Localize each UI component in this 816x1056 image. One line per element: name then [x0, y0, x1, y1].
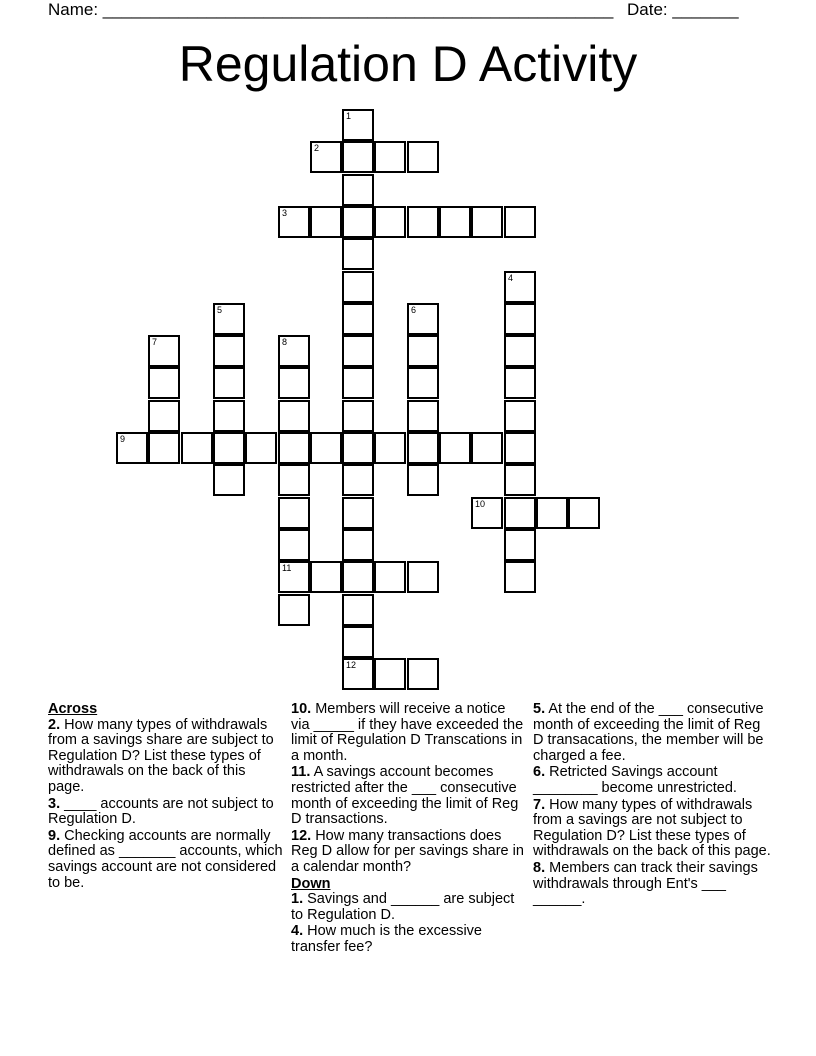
cell-number: 8 [282, 337, 288, 347]
grid-cell[interactable] [407, 432, 439, 464]
clue-down-4 [291, 924, 527, 955]
grid-cell[interactable] [213, 464, 245, 496]
clue-across-9 [48, 829, 283, 891]
clue-text: How much is the excessive transfer fee? [291, 923, 482, 955]
clue-text: Checking accounts are normally defined as _______ accounts, which savings account are not considered to be. [48, 827, 283, 891]
grid-cell[interactable] [342, 238, 374, 270]
grid-cell[interactable] [310, 561, 342, 593]
grid-cell[interactable] [407, 141, 439, 173]
grid-cell[interactable] [439, 432, 471, 464]
clue-number: 11. [291, 764, 311, 781]
grid-cell[interactable] [407, 206, 439, 238]
grid-cell[interactable] [278, 335, 310, 367]
grid-cell[interactable] [310, 432, 342, 464]
grid-cell[interactable] [407, 658, 439, 690]
cell-number: 7 [152, 337, 158, 347]
grid-cell[interactable] [342, 497, 374, 529]
grid-cell[interactable] [213, 335, 245, 367]
grid-cell[interactable] [407, 367, 439, 399]
grid-cell[interactable] [342, 400, 374, 432]
grid-cell[interactable] [278, 497, 310, 529]
down-heading: Down [291, 875, 331, 892]
cell-number: 12 [346, 660, 357, 670]
clue-down-5 [533, 702, 773, 764]
grid-cell[interactable] [374, 561, 406, 593]
clue-number: 9. [48, 827, 61, 844]
date-field-label: Date: _______ [627, 0, 739, 19]
grid-cell[interactable] [342, 529, 374, 561]
cell-number: 5 [217, 305, 223, 315]
grid-cell[interactable] [213, 432, 245, 464]
grid-cell[interactable] [504, 529, 536, 561]
grid-cell[interactable] [148, 400, 180, 432]
grid-cell[interactable] [504, 303, 536, 335]
grid-cell[interactable] [374, 141, 406, 173]
grid-cell[interactable] [342, 464, 374, 496]
grid-cell[interactable] [407, 464, 439, 496]
clue-text: ____ accounts are not subject to Regulation D. [48, 795, 274, 828]
grid-cell[interactable] [278, 432, 310, 464]
grid-cell[interactable] [148, 367, 180, 399]
grid-cell[interactable] [504, 432, 536, 464]
name-field-label: Name: ______________________________________________________ [48, 0, 614, 19]
grid-cell[interactable] [278, 464, 310, 496]
cell-number: 4 [508, 273, 514, 283]
grid-cell[interactable] [504, 497, 536, 529]
grid-cell[interactable] [407, 400, 439, 432]
grid-cell[interactable] [342, 109, 374, 141]
grid-cell[interactable] [407, 303, 439, 335]
clue-across-12 [291, 829, 527, 876]
grid-cell[interactable] [278, 367, 310, 399]
clue-text: How many types of withdrawals from a savings are not subject to Regulation D? List these types of withdrawals on the back of this page. [533, 796, 771, 860]
clue-down-8 [533, 861, 773, 908]
clue-text: How many transactions does Reg D allow for per savings share in a calendar month? [291, 827, 524, 875]
clue-text: A savings account becomes restricted after the ___ consecutive month of exceeding the limit of Reg D transactions. [291, 764, 519, 828]
grid-cell[interactable] [504, 271, 536, 303]
grid-cell[interactable] [471, 497, 503, 529]
grid-cell[interactable] [278, 594, 310, 626]
grid-cell[interactable] [504, 561, 536, 593]
cell-number: 2 [314, 143, 320, 153]
grid-cell[interactable] [116, 432, 148, 464]
grid-cell[interactable] [181, 432, 213, 464]
cell-number: 11 [282, 563, 292, 573]
grid-cell[interactable] [536, 497, 568, 529]
grid-cell[interactable] [310, 206, 342, 238]
grid-cell[interactable] [504, 335, 536, 367]
grid-cell[interactable] [148, 335, 180, 367]
grid-cell[interactable] [278, 400, 310, 432]
grid-cell[interactable] [342, 206, 374, 238]
grid-cell[interactable] [342, 432, 374, 464]
grid-cell[interactable] [342, 561, 374, 593]
clues-column-2 [291, 702, 527, 957]
clue-text: At the end of the ___ consecutive month of exceeding the limit of Reg D transacations, the member will be charged a fee. [533, 701, 764, 764]
clue-down-6 [533, 765, 773, 796]
grid-cell[interactable] [148, 432, 180, 464]
cell-number: 1 [346, 111, 352, 121]
clue-number: 2. [48, 716, 61, 733]
grid-cell[interactable] [213, 400, 245, 432]
cell-number: 9 [120, 434, 126, 444]
clue-down-1 [291, 892, 527, 923]
grid-cell[interactable] [278, 529, 310, 561]
grid-cell[interactable] [504, 206, 536, 238]
grid-cell[interactable] [504, 464, 536, 496]
cell-number: 10 [475, 499, 486, 509]
grid-cell[interactable] [342, 141, 374, 173]
cell-number: 3 [282, 208, 288, 218]
grid-cell[interactable] [310, 141, 342, 173]
grid-cell[interactable] [342, 367, 374, 399]
grid-cell[interactable] [278, 206, 310, 238]
grid-cell[interactable] [278, 561, 310, 593]
clue-text: Savings and ______ are subject to Regulation D. [291, 891, 515, 923]
across-heading: Across [48, 701, 98, 717]
grid-cell[interactable] [568, 497, 600, 529]
clue-text: Members can track their savings withdrawals through Ent's ___ ______. [533, 859, 758, 908]
grid-cell[interactable] [471, 206, 503, 238]
grid-cell[interactable] [471, 432, 503, 464]
clue-number: 4. [291, 923, 304, 940]
grid-cell[interactable] [342, 174, 374, 206]
clues-column-3 [533, 702, 773, 909]
clue-across-3 [48, 797, 283, 828]
grid-cell[interactable] [504, 367, 536, 399]
grid-cell[interactable] [374, 206, 406, 238]
grid-cell[interactable] [407, 335, 439, 367]
grid-cell[interactable] [342, 658, 374, 690]
clue-across-11 [291, 765, 527, 827]
grid-cell[interactable] [342, 303, 374, 335]
grid-cell[interactable] [213, 367, 245, 399]
grid-cell[interactable] [374, 432, 406, 464]
grid-cell[interactable] [342, 271, 374, 303]
clue-number: 7. [533, 796, 546, 813]
grid-cell[interactable] [213, 303, 245, 335]
clue-number: 12. [291, 827, 312, 844]
grid-cell[interactable] [504, 400, 536, 432]
clue-number: 3. [48, 795, 61, 812]
grid-cell[interactable] [407, 561, 439, 593]
grid-cell[interactable] [342, 626, 374, 658]
clue-text: How many types of withdrawals from a savings share are subject to Regulation D? List these types of withdrawals on the back of this page. [48, 716, 274, 795]
grid-cell[interactable] [342, 335, 374, 367]
grid-cell[interactable] [374, 658, 406, 690]
clue-across-2 [48, 718, 283, 796]
cell-number: 6 [411, 305, 417, 315]
grid-cell[interactable] [439, 206, 471, 238]
clue-number: 5. [533, 701, 546, 717]
clue-number: 8. [533, 859, 546, 876]
page-title: Regulation D Activity [178, 36, 638, 92]
clue-down-7 [533, 798, 773, 860]
clue-number: 1. [291, 891, 304, 908]
clue-text: Retricted Savings account ________ become unrestricted. [533, 764, 737, 796]
grid-cell[interactable] [342, 594, 374, 626]
clues-column-1 [48, 702, 283, 892]
clue-number: 10. [291, 701, 312, 717]
grid-cell[interactable] [245, 432, 277, 464]
clue-across-10 [291, 702, 527, 764]
clue-number: 6. [533, 764, 546, 781]
clue-text: Members will receive a notice via _____ if they have exceeded the limit of Regulation D Transcations in a month. [291, 701, 524, 764]
